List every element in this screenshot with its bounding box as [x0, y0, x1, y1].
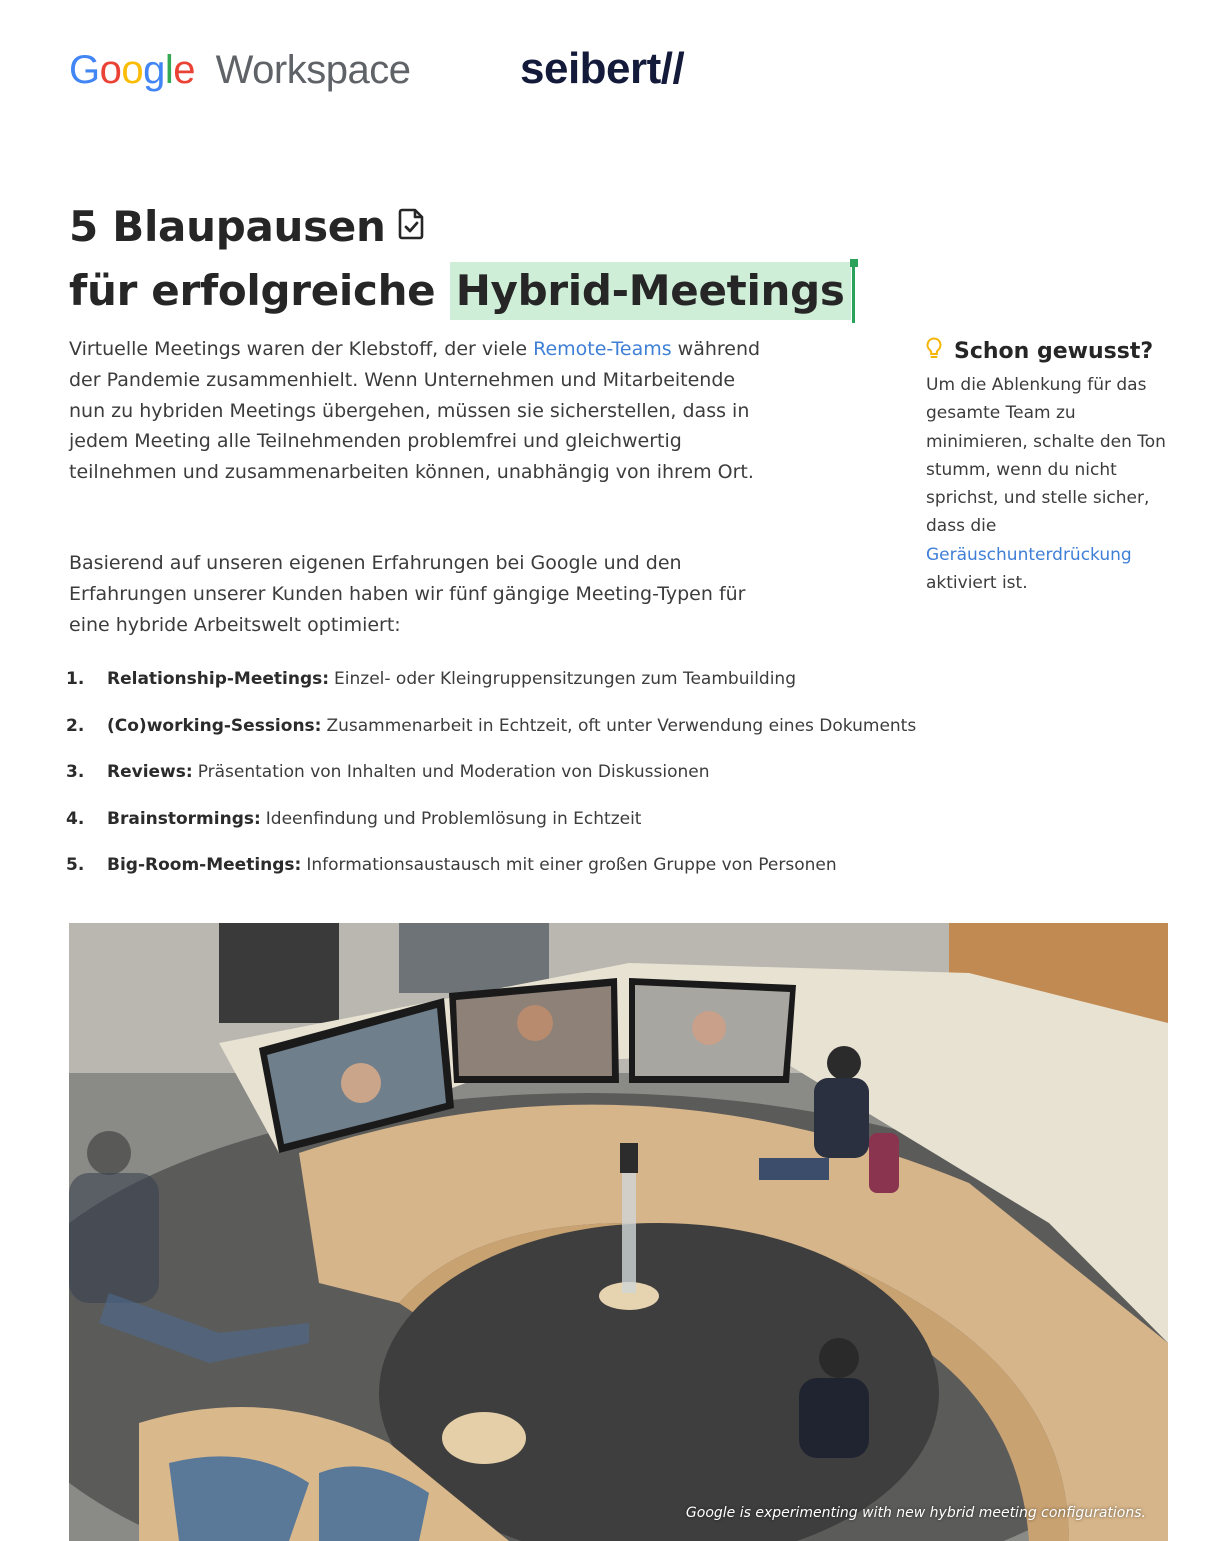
- photo-caption: Google is experimenting with new hybrid meeting configurations.: [685, 1505, 1146, 1521]
- list-item-number: 3.: [66, 762, 85, 783]
- list-item: [66, 759, 926, 806]
- lightbulb-icon: [926, 337, 942, 365]
- list-item-number: 4.: [66, 808, 85, 829]
- list-item: [66, 666, 926, 713]
- hybrid-meeting-photo: [69, 923, 1168, 1541]
- tip-heading-text: Schon gewusst?: [954, 338, 1154, 364]
- list-item: [66, 713, 926, 760]
- google-letter: e: [173, 48, 196, 92]
- google-letter: o: [121, 48, 144, 92]
- remote-teams-link[interactable]: Remote-Teams: [533, 338, 672, 360]
- list-item-description: Zusammenarbeit in Echtzeit, oft unter Verwendung eines Dokuments: [326, 715, 917, 736]
- list-item-description: Informationsaustausch mit einer großen Gruppe von Personen: [306, 855, 837, 876]
- list-item-description: Ideenfindung und Problemlösung in Echtzeit: [265, 808, 642, 829]
- title-text-2: für erfolgreiche: [69, 266, 436, 315]
- list-item: [66, 806, 926, 853]
- list-item-number: 1.: [66, 669, 85, 689]
- list-item: [66, 852, 926, 899]
- text-cursor-icon: [852, 259, 855, 323]
- title-line-1: [69, 196, 851, 260]
- page-title: [69, 196, 851, 321]
- list-item-term: Reviews:: [107, 762, 193, 783]
- tip-text-after-link: aktiviert ist.: [926, 573, 1028, 594]
- list-item-description: Einzel- oder Kleingruppensitzungen zum Teambuilding: [334, 669, 797, 689]
- workspace-wordmark: Workspace: [215, 48, 411, 92]
- tip-body: [926, 371, 1166, 597]
- title-highlight-text: Hybrid-Meetings: [455, 266, 845, 315]
- list-item-term: Big-Room-Meetings:: [107, 855, 302, 876]
- document-check-icon: [398, 195, 426, 256]
- title-text-1: 5 Blaupausen: [69, 202, 386, 251]
- meeting-types-list: [66, 666, 926, 899]
- title-line-2: [69, 260, 851, 321]
- list-item-term: Brainstormings:: [107, 808, 261, 829]
- google-wordmark: [69, 48, 206, 92]
- google-letter: g: [143, 48, 165, 92]
- tip-heading: [926, 337, 1166, 365]
- intro-paragraph-1: [69, 334, 769, 488]
- list-item-number: 2.: [66, 715, 85, 736]
- google-letter: G: [69, 48, 100, 92]
- list-item-term: (Co)working-Sessions:: [107, 715, 322, 736]
- intro-text-after-link: während der Pandemie zusammenhielt. Wenn Unternehmen und Mitarbeitende nun zu hybriden Meetings übergehen, müssen sie sicherstellen, dass in jedem Meeting alle Teilnehmenden problemfrei und gleichwertig teilnehmen und zusammenarbeiten können, unabhängig von ihrem Ort.: [69, 338, 761, 484]
- google-letter: o: [99, 48, 122, 92]
- list-item-description: Präsentation von Inhalten und Moderation von Diskussionen: [197, 762, 710, 783]
- intro-text-before-link: Virtuelle Meetings waren der Klebstoff, der viele: [69, 338, 534, 360]
- meeting-room-illustration: [69, 923, 1168, 1541]
- list-item-term: Relationship-Meetings:: [107, 669, 330, 689]
- intro-paragraph-2: Basierend auf unseren eigenen Erfahrungen bei Google und den Erfahrungen unserer Kunden haben wir fünf gängige Meeting-Typen für eine hybride Arbeitswelt optimiert:: [69, 552, 746, 636]
- list-item-number: 5.: [66, 855, 85, 876]
- noise-cancellation-link[interactable]: Geräuschunterdrückung: [926, 544, 1132, 565]
- title-highlight: [450, 262, 851, 320]
- tip-text-before-link: Um die Ablenkung für das gesamte Team zu minimieren, schalte den Ton stumm, wenn du nicht sprichst, und stelle sicher, dass die: [926, 375, 1166, 537]
- tip-box: [926, 337, 1166, 597]
- seibert-logo: seibert//: [520, 44, 685, 93]
- google-letter: l: [164, 48, 174, 92]
- google-workspace-logo: [69, 48, 410, 93]
